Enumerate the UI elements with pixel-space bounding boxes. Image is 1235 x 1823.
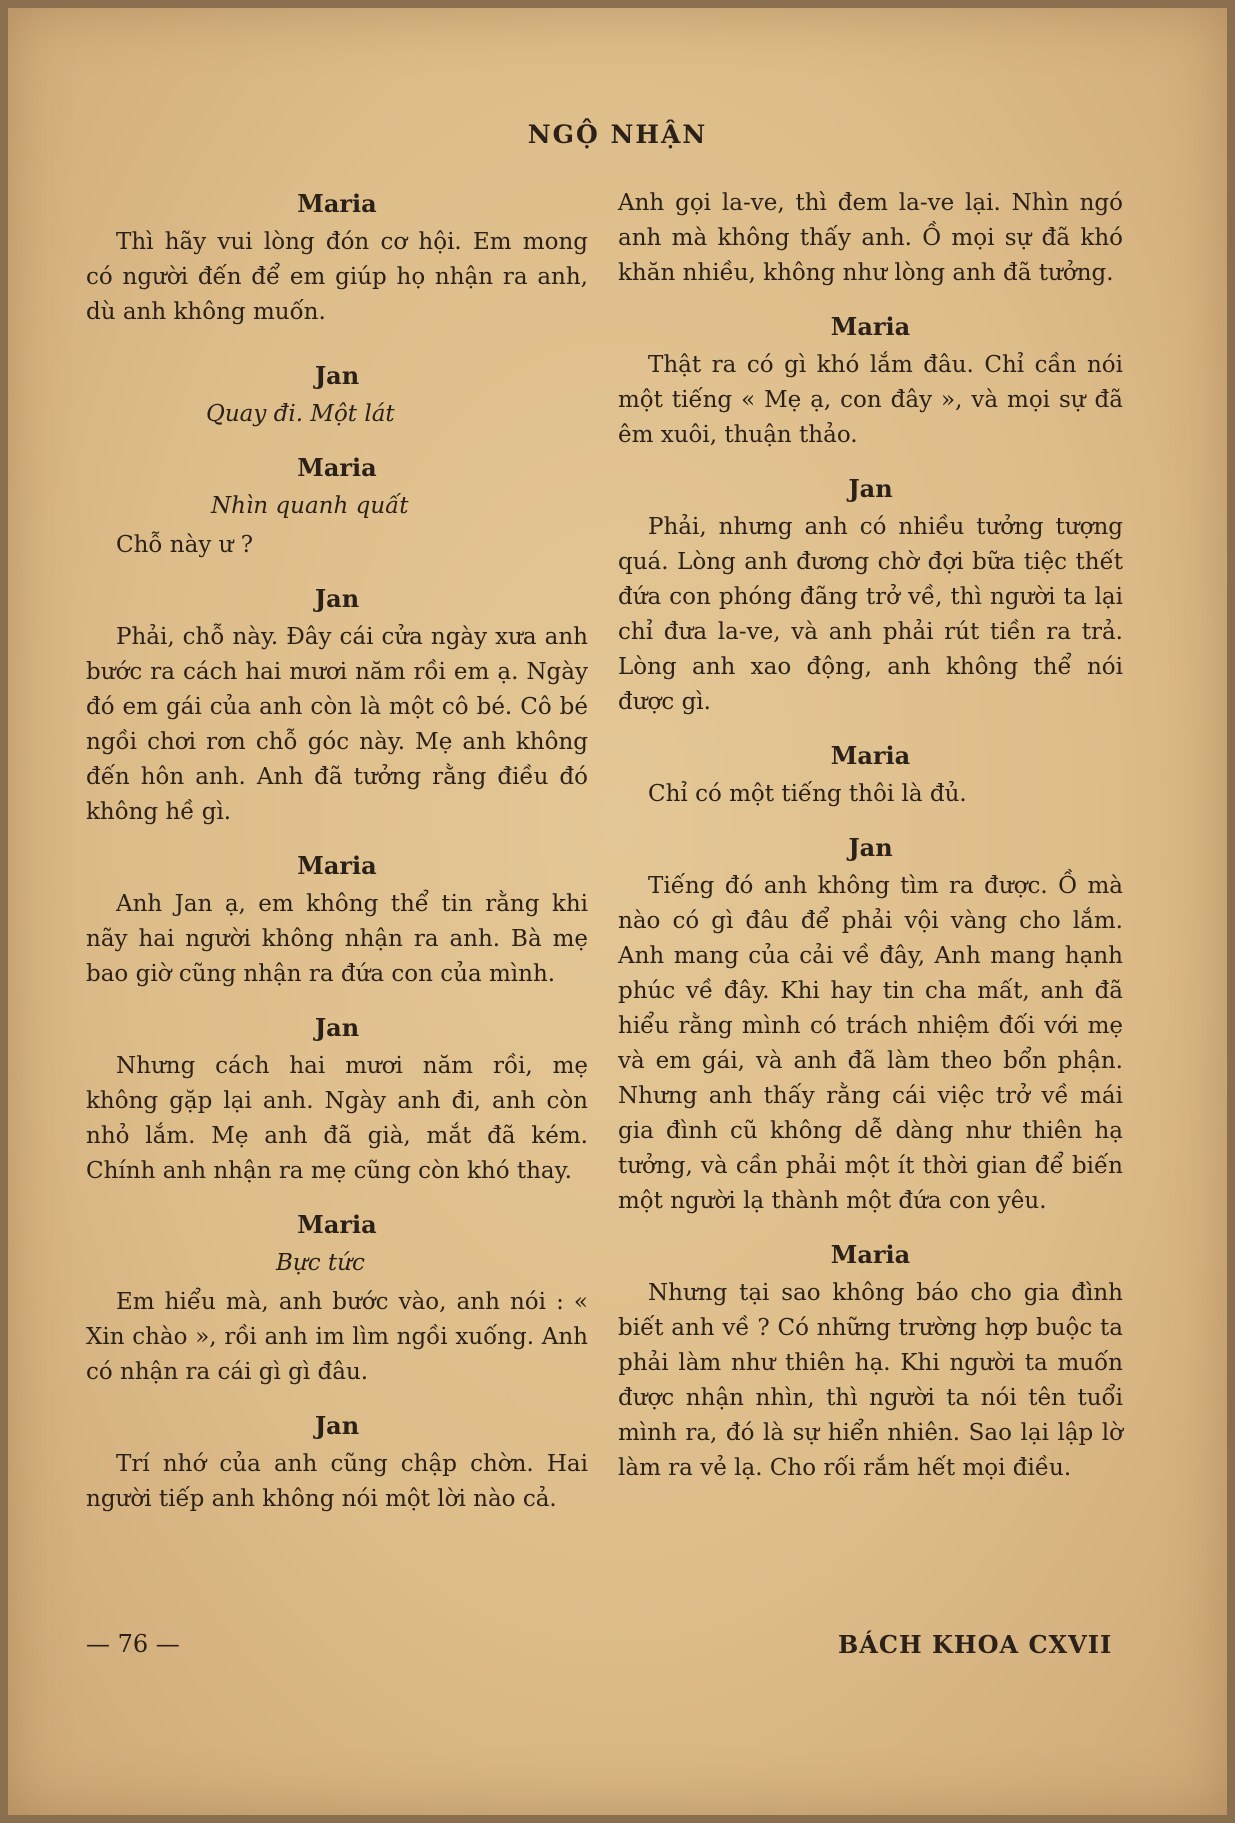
dialogue-paragraph: Trí nhớ của anh cũng chập chờn. Hai người tiếp anh không nói một lời nào cả. [86,1451,588,1512]
speaker-name: Maria [297,1210,377,1239]
page-number: — 76 — [86,1630,180,1658]
speaker-name: Jan [848,833,893,862]
stage-direction: Bực tức [276,1250,365,1276]
dialogue-paragraph: Nhưng tại sao không báo cho gia đình biết anh về ? Có những trường hợp buộc ta phải làm như thiên hạ. Khi người ta muốn được nhận nhìn, thì người ta nói tên tuổi mình ra, đó là sự hiển nhiên. Sao lại lập lờ làm ra vẻ lạ. Cho rối rắm hết mọi điều. [618,1280,1123,1481]
speaker-name: Maria [297,453,377,482]
dialogue-paragraph: Phải, chỗ này. Đây cái cửa ngày xưa anh bước ra cách hai mươi năm rồi em ạ. Ngày đó em gái của anh còn là một cô bé. Cô bé ngồi chơi rơn chỗ góc này. Mẹ anh không đến hôn anh. Anh đã tưởng rằng điều đó không hề gì. [86,624,588,825]
dialogue-paragraph: Em hiểu mà, anh bước vào, anh nói : « Xin chào », rồi anh im lìm ngồi xuống. Anh có nhận ra cái gì gì đâu. [86,1289,588,1385]
dialogue-paragraph: Tiếng đó anh không tìm ra được. Ồ mà nào có gì đâu để phải vội vàng cho lắm. Anh mang của cải về đây, Anh mang hạnh phúc về đây. Khi hay tin cha mất, anh đã hiểu rằng mình có trách nhiệm đối với mẹ và em gái, và anh đã làm theo bổn phận. Nhưng anh thấy rằng cái việc trở về mái gia đình cũ không dễ dàng như thiên hạ tưởng, và cần phải một ít thời gian để biến một người lạ thành một đứa con yêu. [618,873,1123,1214]
speaker-name: Jan [314,361,360,390]
dialogue-paragraph: Thật ra có gì khó lắm đâu. Chỉ cần nói một tiếng « Mẹ ạ, con đây », và mọi sự đã êm xuôi, thuận thảo. [618,352,1123,448]
speaker-name: Jan [314,1013,360,1042]
right-column [618,186,1123,1504]
book-page [8,8,1227,1815]
speaker-name: Maria [830,1240,911,1269]
speaker-name: Maria [830,741,911,770]
running-title: NGỘ NHẬN [527,120,708,149]
speaker-name: Maria [830,312,911,341]
dialogue-paragraph: Anh Jan ạ, em không thể tin rằng khi nãy hai người không nhận ra anh. Bà mẹ bao giờ cũng nhận ra đứa con của mình. [86,891,588,987]
dialogue-paragraph: Thì hãy vui lòng đón cơ hội. Em mong có người đến để em giúp họ nhận ra anh, dù anh không muốn. [86,229,588,325]
dialogue-paragraph: Chỗ này ư ? [116,532,254,558]
journal-name: BÁCH KHOA CXVII [838,1630,1113,1659]
speaker-name: Maria [297,189,377,218]
dialogue-paragraph: Phải, nhưng anh có nhiều tưởng tượng quá. Lòng anh đương chờ đợi bữa tiệc thết đứa con phóng đãng trở về, thì người ta lại chỉ đưa la-ve, và anh phải rút tiền ra trả. Lòng anh xao động, anh không thể nói được gì. [618,514,1123,715]
speaker-name: Jan [314,1411,360,1440]
speaker-name: Jan [314,584,360,613]
stage-direction: Nhìn quanh quất [211,493,409,519]
stage-direction: Quay đi. Một lát [206,401,395,427]
left-column [86,186,588,1535]
speaker-name: Jan [848,474,893,503]
dialogue-paragraph: Nhưng cách hai mươi năm rồi, mẹ không gặp lại anh. Ngày anh đi, anh còn nhỏ lắm. Mẹ anh đã già, mắt đã kém. Chính anh nhận ra mẹ cũng còn khó thay. [86,1053,588,1184]
dialogue-paragraph: Chỉ có một tiếng thôi là đủ. [648,781,967,807]
speaker-name: Maria [297,851,377,880]
dialogue-paragraph: Anh gọi la-ve, thì đem la-ve lại. Nhìn ngó anh mà không thấy anh. Ồ mọi sự đã khó khăn nhiều, không như lòng anh đã tưởng. [618,190,1123,286]
